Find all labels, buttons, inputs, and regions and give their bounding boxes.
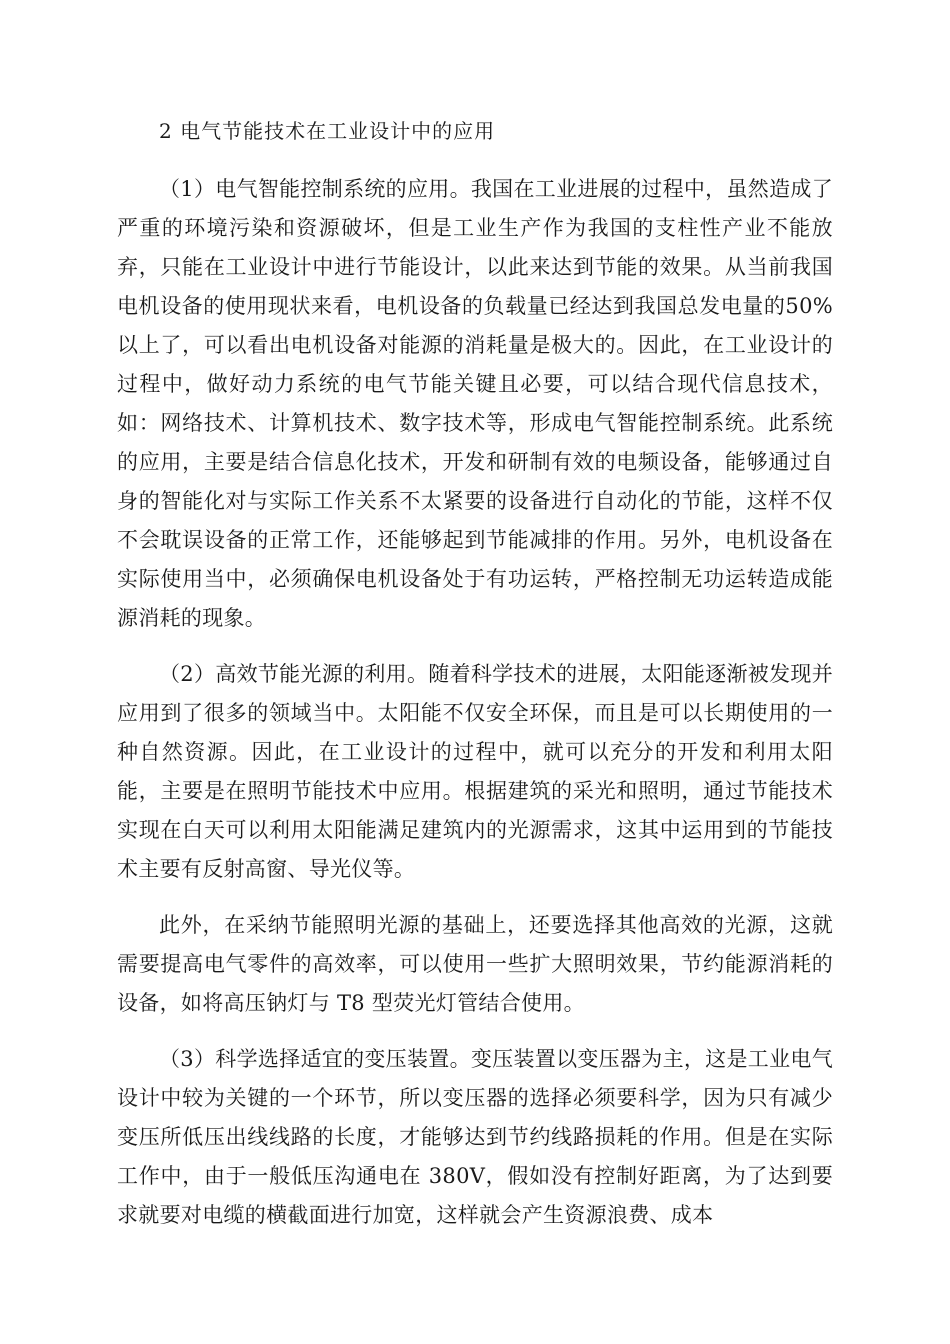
section-title: 2 电气节能技术在工业设计中的应用 — [159, 119, 496, 143]
paragraph-transformer-selection: （3）科学选择适宜的变压装置。变压装置以变压器为主，这是工业电气设计中较为关键的一个环节，所以变压器的选择必须要科学，因为只有减少变压所低压出线线路的长度，才能够达到节约线路损耗的作用。但是在实际工作中，由于一般低压沟通电在 380V，假如没有控制好距离，为了达到要求就要对电缆的横截面进行加宽，这样就会产生资源浪费、成本 — [117, 1047, 833, 1227]
paragraph-intelligent-control: （1）电气智能控制系统的应用。我国在工业进展的过程中，虽然造成了严重的环境污染和资源破坏，但是工业生产作为我国的支柱性产业不能放弃，只能在工业设计中进行节能设计，以此来达到节能的效果。从当前我国电机设备的使用现状来看，电机设备的负载量已经达到我国总发电量的50%以上了，可以看出电机设备对能源的消耗量是极大的。因此，在工业设计的过程中，做好动力系统的电气节能关键且必要，可以结合现代信息技术，如：网络技术、计算机技术、数字技术等，形成电气智能控制系统。此系统的应用，主要是结合信息化技术，开发和研制有效的电频设备，能够通过自身的智能化对与实际工作关系不太紧要的设备进行自动化的节能，这样不仅不会耽误设备的正常工作，还能够起到节能减排的作用。另外，电机设备在实际使用当中，必须确保电机设备处于有功运转，严格控制无功运转造成能源消耗的现象。 — [117, 177, 833, 630]
paragraph-other-light-sources: 此外，在采纳节能照明光源的基础上，还要选择其他高效的光源，这就需要提高电气零件的高效率，可以使用一些扩大照明效果，节约能源消耗的设备，如将高压钠灯与 T8 型荧光灯管结合使用。 — [117, 913, 833, 1015]
paragraph-efficient-light-source: （2）高效节能光源的利用。随着科学技术的进展，太阳能逐渐被发现并应用到了很多的领域当中。太阳能不仅安全环保，而且是可以长期使用的一种自然资源。因此，在工业设计的过程中，就可以充分的开发和利用太阳能，主要是在照明节能技术中应用。根据建筑的采光和照明，通过节能技术实现在白天可以利用太阳能满足建筑内的光源需求，这其中运用到的节能技术主要有反射高窗、导光仪等。 — [117, 662, 833, 881]
document-body — [117, 112, 833, 1252]
